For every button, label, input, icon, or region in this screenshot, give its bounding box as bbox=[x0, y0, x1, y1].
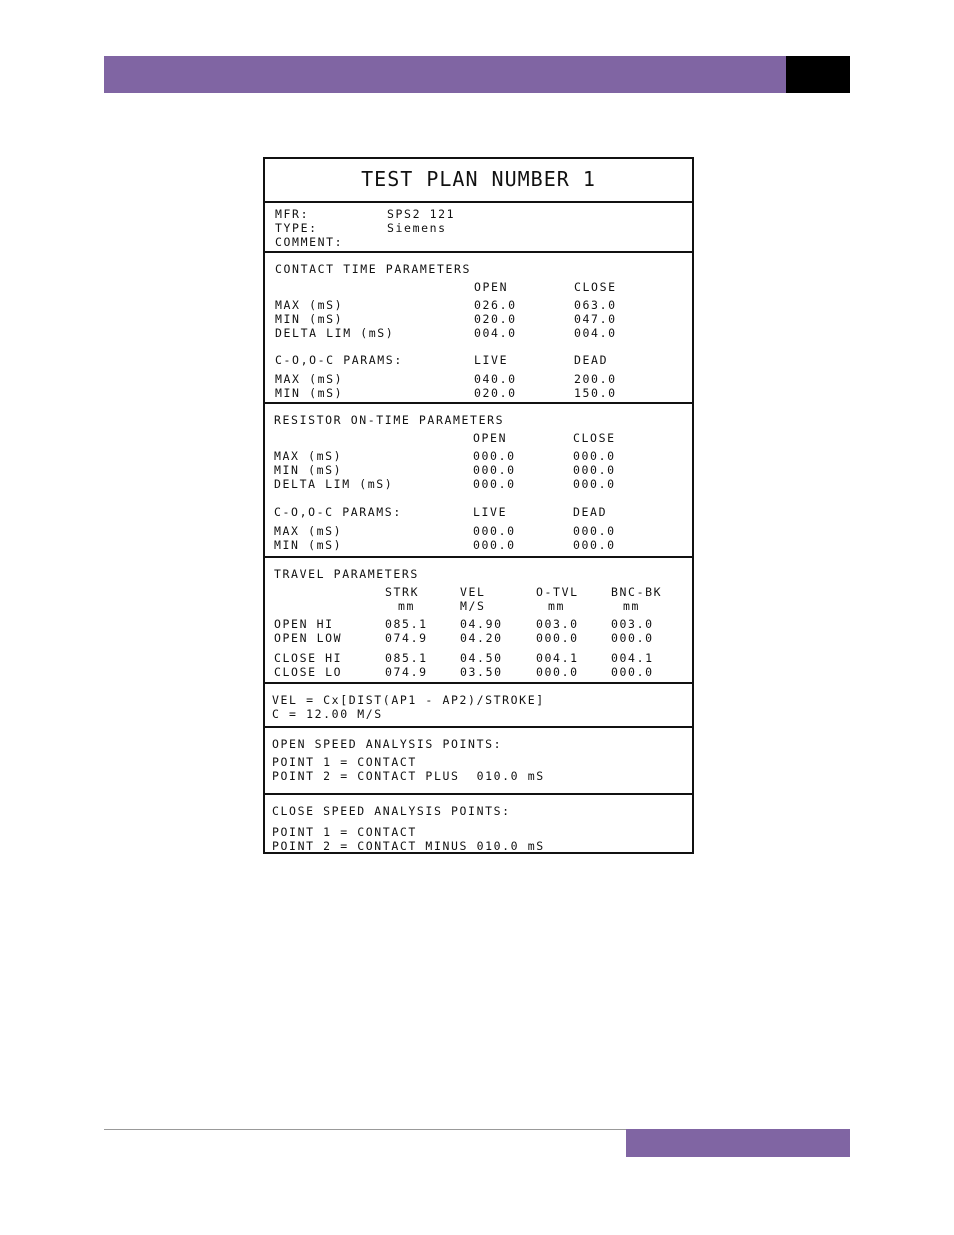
resistor-co-row-label: MAX (mS) bbox=[274, 524, 343, 538]
contact-heading: CONTACT TIME PARAMETERS bbox=[275, 262, 472, 276]
footer-rule bbox=[104, 1129, 626, 1130]
resistor-row-close: 000.0 bbox=[573, 449, 616, 463]
resistor-row-label: DELTA LIM (mS) bbox=[274, 477, 394, 491]
contact-co-row-label: MIN (mS) bbox=[275, 386, 344, 400]
travel-row-strk: 085.1 bbox=[385, 617, 428, 631]
footer-bar bbox=[626, 1129, 850, 1157]
travel-row-otvl: 003.0 bbox=[536, 617, 579, 631]
travel-row-bncbk: 003.0 bbox=[611, 617, 654, 631]
resistor-col-open: OPEN bbox=[473, 431, 508, 445]
resistor-row-close: 000.0 bbox=[573, 463, 616, 477]
contact-co-row-label: MAX (mS) bbox=[275, 372, 344, 386]
travel-col-bncbk: BNC-BK bbox=[611, 585, 663, 599]
contact-row-close: 004.0 bbox=[574, 326, 617, 340]
travel-col-otvl: O-TVL bbox=[536, 585, 579, 599]
resistor-co-row-live: 000.0 bbox=[473, 524, 516, 538]
close-speed-section bbox=[265, 793, 692, 856]
printout-title: TEST PLAN NUMBER 1 bbox=[361, 167, 596, 191]
resistor-co-label: C-O,O-C PARAMS: bbox=[274, 505, 402, 519]
contact-row-close: 063.0 bbox=[574, 298, 617, 312]
open-speed-heading: OPEN SPEED ANALYSIS POINTS: bbox=[272, 737, 503, 751]
contact-col-open: OPEN bbox=[474, 280, 509, 294]
contact-row-label: DELTA LIM (mS) bbox=[275, 326, 395, 340]
travel-section bbox=[265, 556, 692, 684]
contact-co-row-dead: 150.0 bbox=[574, 386, 617, 400]
contact-row-open: 020.0 bbox=[474, 312, 517, 326]
contact-row-label: MAX (mS) bbox=[275, 298, 344, 312]
type-label: TYPE: bbox=[275, 221, 318, 235]
contact-co-live: LIVE bbox=[474, 353, 509, 367]
contact-co-row-live: 020.0 bbox=[474, 386, 517, 400]
travel-unit-vel: M/S bbox=[460, 599, 486, 613]
resistor-row-label: MAX (mS) bbox=[274, 449, 343, 463]
resistor-co-row-live: 000.0 bbox=[473, 538, 516, 552]
velocity-constant: C = 12.00 M/S bbox=[272, 707, 383, 721]
contact-time-section bbox=[265, 251, 692, 404]
travel-col-strk: STRK bbox=[385, 585, 420, 599]
mfr-value: SPS2 121 bbox=[387, 207, 456, 221]
travel-row-otvl: 000.0 bbox=[536, 665, 579, 679]
resistor-co-live: LIVE bbox=[473, 505, 508, 519]
open-speed-point-2: POINT 2 = CONTACT PLUS 010.0 mS bbox=[272, 769, 545, 783]
close-speed-heading: CLOSE SPEED ANALYSIS POINTS: bbox=[272, 804, 511, 818]
type-value: Siemens bbox=[387, 221, 447, 235]
comment-label: COMMENT: bbox=[275, 235, 344, 249]
travel-row-vel: 04.20 bbox=[460, 631, 503, 645]
travel-unit-strk: mm bbox=[398, 599, 416, 613]
open-speed-point-1: POINT 1 = CONTACT bbox=[272, 755, 417, 769]
travel-row-strk: 074.9 bbox=[385, 631, 428, 645]
resistor-co-row-dead: 000.0 bbox=[573, 538, 616, 552]
contact-row-close: 047.0 bbox=[574, 312, 617, 326]
travel-col-vel: VEL bbox=[460, 585, 486, 599]
travel-unit-bncbk: mm bbox=[623, 599, 641, 613]
contact-co-row-live: 040.0 bbox=[474, 372, 517, 386]
close-speed-point-2: POINT 2 = CONTACT MINUS 010.0 mS bbox=[272, 839, 545, 853]
info-section bbox=[265, 201, 692, 253]
travel-row-label: OPEN LOW bbox=[274, 631, 343, 645]
travel-row-bncbk: 000.0 bbox=[611, 631, 654, 645]
contact-co-row-dead: 200.0 bbox=[574, 372, 617, 386]
resistor-row-open: 000.0 bbox=[473, 477, 516, 491]
contact-row-open: 026.0 bbox=[474, 298, 517, 312]
travel-row-bncbk: 000.0 bbox=[611, 665, 654, 679]
travel-row-strk: 074.9 bbox=[385, 665, 428, 679]
travel-row-otvl: 000.0 bbox=[536, 631, 579, 645]
travel-heading: TRAVEL PARAMETERS bbox=[274, 567, 419, 581]
resistor-heading: RESISTOR ON-TIME PARAMETERS bbox=[274, 413, 505, 427]
resistor-row-open: 000.0 bbox=[473, 463, 516, 477]
contact-row-label: MIN (mS) bbox=[275, 312, 344, 326]
resistor-co-row-dead: 000.0 bbox=[573, 524, 616, 538]
resistor-co-dead: DEAD bbox=[573, 505, 608, 519]
contact-row-open: 004.0 bbox=[474, 326, 517, 340]
travel-row-label: OPEN HI bbox=[274, 617, 334, 631]
resistor-row-open: 000.0 bbox=[473, 449, 516, 463]
travel-row-vel: 04.50 bbox=[460, 651, 503, 665]
title-section bbox=[265, 159, 692, 201]
travel-row-otvl: 004.1 bbox=[536, 651, 579, 665]
resistor-co-row-label: MIN (mS) bbox=[274, 538, 343, 552]
open-speed-section bbox=[265, 726, 692, 795]
close-speed-point-1: POINT 1 = CONTACT bbox=[272, 825, 417, 839]
velocity-section bbox=[265, 682, 692, 728]
mfr-label: MFR: bbox=[275, 207, 310, 221]
travel-row-vel: 03.50 bbox=[460, 665, 503, 679]
header-page-box bbox=[786, 56, 850, 93]
header-bar bbox=[104, 56, 786, 93]
resistor-row-close: 000.0 bbox=[573, 477, 616, 491]
travel-row-strk: 085.1 bbox=[385, 651, 428, 665]
contact-co-dead: DEAD bbox=[574, 353, 609, 367]
velocity-formula: VEL = Cx[DIST(AP1 - AP2)/STROKE] bbox=[272, 693, 545, 707]
test-plan-printout bbox=[263, 157, 694, 854]
travel-row-bncbk: 004.1 bbox=[611, 651, 654, 665]
contact-co-label: C-O,O-C PARAMS: bbox=[275, 353, 403, 367]
resistor-section bbox=[265, 402, 692, 558]
resistor-row-label: MIN (mS) bbox=[274, 463, 343, 477]
travel-row-vel: 04.90 bbox=[460, 617, 503, 631]
travel-unit-otvl: mm bbox=[548, 599, 566, 613]
travel-row-label: CLOSE HI bbox=[274, 651, 343, 665]
contact-col-close: CLOSE bbox=[574, 280, 617, 294]
travel-row-label: CLOSE LO bbox=[274, 665, 343, 679]
resistor-col-close: CLOSE bbox=[573, 431, 616, 445]
